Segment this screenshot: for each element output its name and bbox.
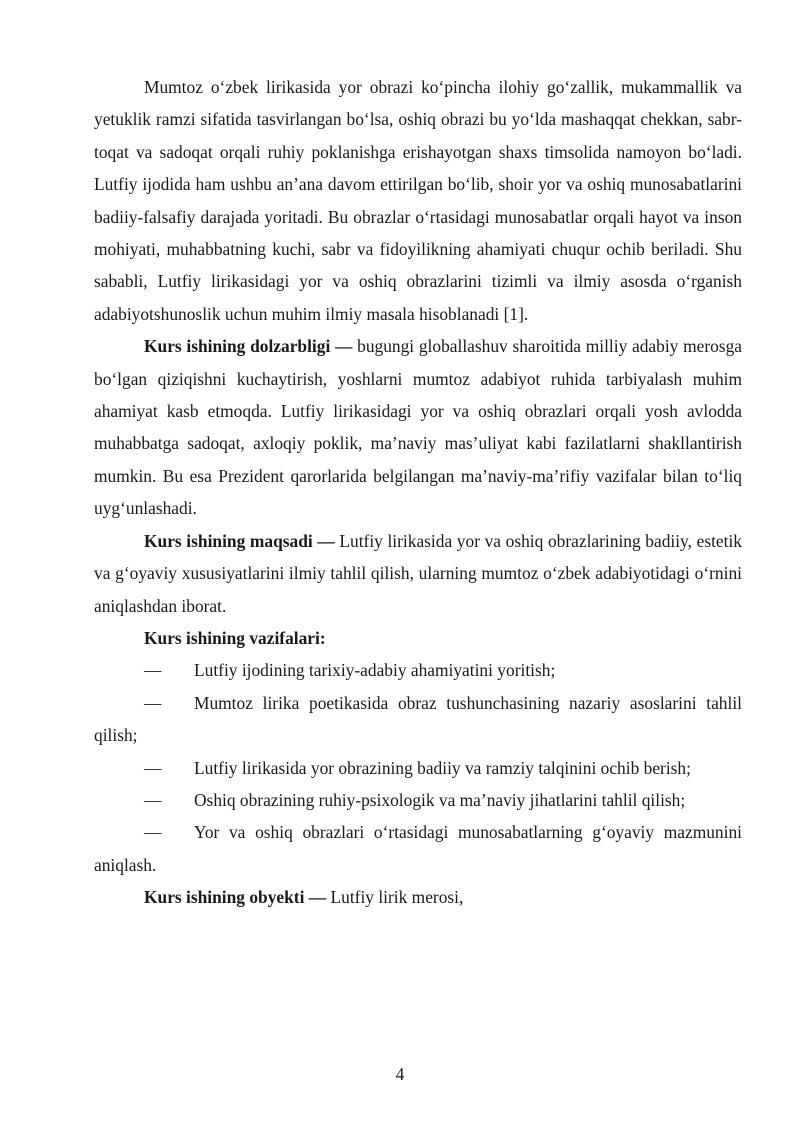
object-label: Kurs ishining obyekti —: [144, 887, 327, 908]
task-item: [94, 752, 742, 784]
task-text: Oshiq obrazining ruhiy-psixologik va ma’naviy jihatlarini tahlil qilish;: [194, 789, 686, 810]
intro-paragraph: Mumtoz o‘zbek lirikasida yor obrazi ko‘pincha ilohiy go‘zallik, mukammallik va yetuklik ramzi sifatida tasvirlangan bo‘lsa, oshiq obrazi bu yo‘lda mashaqqat chekkan, sabr-toqat va sadoqat orqali ruhiy poklanishga erishayotgan shaxs timsolida namoyon bo‘ladi. Lutfiy ijodida ham ushbu an’ana davom ettirilgan bo‘lib, shoir yor va oshiq munosabatlarini badiiy-falsafiy darajada yoritadi. Bu obrazlar o‘rtasidagi munosabatlar orqali hayot va inson mohiyati, muhabbatning kuchi, sabr va fidoyilikning ahamiyati chuqur ochib beriladi. Shu sababli, Lutfiy lirikasidagi yor va oshiq obrazlarini tizimli va ilmiy asosda o‘rganish adabiyotshunoslik uchun muhim ilmiy masala hisoblanadi [1].: [94, 77, 742, 324]
task-item: [94, 687, 742, 752]
goal-label: Kurs ishining maqsadi —: [144, 530, 335, 551]
goal-paragraph: [94, 525, 742, 622]
relevance-paragraph: [94, 330, 742, 524]
task-item: [94, 816, 742, 881]
task-dash: —: [144, 757, 162, 778]
task-dash: —: [144, 822, 162, 843]
task-item: [94, 784, 742, 816]
object-text: Lutfiy lirik merosi,: [326, 887, 464, 908]
task-dash: —: [144, 692, 162, 713]
page-number: 4: [395, 1064, 405, 1084]
task-dash: —: [144, 660, 162, 681]
relevance-label: Kurs ishining dolzarbligi —: [144, 336, 353, 357]
tasks-list: [94, 654, 742, 881]
object-paragraph: [94, 881, 742, 913]
tasks-heading: Kurs ishining vazifalari:: [144, 627, 326, 648]
task-item: [94, 654, 742, 686]
task-text: Lutfiy ijodining tarixiy-adabiy ahamiyatini yoritish;: [194, 660, 556, 681]
goal-text: Lutfiy lirikasida yor va oshiq obrazlarining badiiy, estetik va g‘oyaviy xususiyatlarini ilmiy tahlil qilish, ularning mumtoz o‘zbek adabiyotidagi o‘rnini aniqlashdan iborat.: [94, 530, 742, 616]
task-text: Lutfiy lirikasida yor obrazining badiiy va ramziy talqinini ochib berish;: [194, 757, 691, 778]
page-body: [94, 71, 742, 914]
task-dash: —: [144, 789, 162, 810]
relevance-text: bugungi globallashuv sharoitida milliy adabiy merosga bo‘lgan qiziqishni kuchaytirish, yoshlarni mumtoz adabiyot ruhida tarbiyalash muhim ahamiyat kasb etmoqda. Lutfiy lirikasidagi yor va oshiq obrazlari orqali yosh avlodda muhabbatga sadoqat, axloqiy poklik, ma’naviy mas’uliyat kabi fazilatlarni shakllantirish mumkin. Bu esa Prezident qarorlarida belgilangan ma’naviy-ma’rifiy vazifalar bilan to‘liq uyg‘unlashadi.: [94, 336, 742, 519]
task-text: Mumtoz lirika poetikasida obraz tushunchasining nazariy asoslarini tahlil qilish;: [94, 692, 742, 746]
task-text: Yor va oshiq obrazlari o‘rtasidagi munosabatlarning g‘oyaviy mazmunini aniqlash.: [94, 822, 742, 875]
